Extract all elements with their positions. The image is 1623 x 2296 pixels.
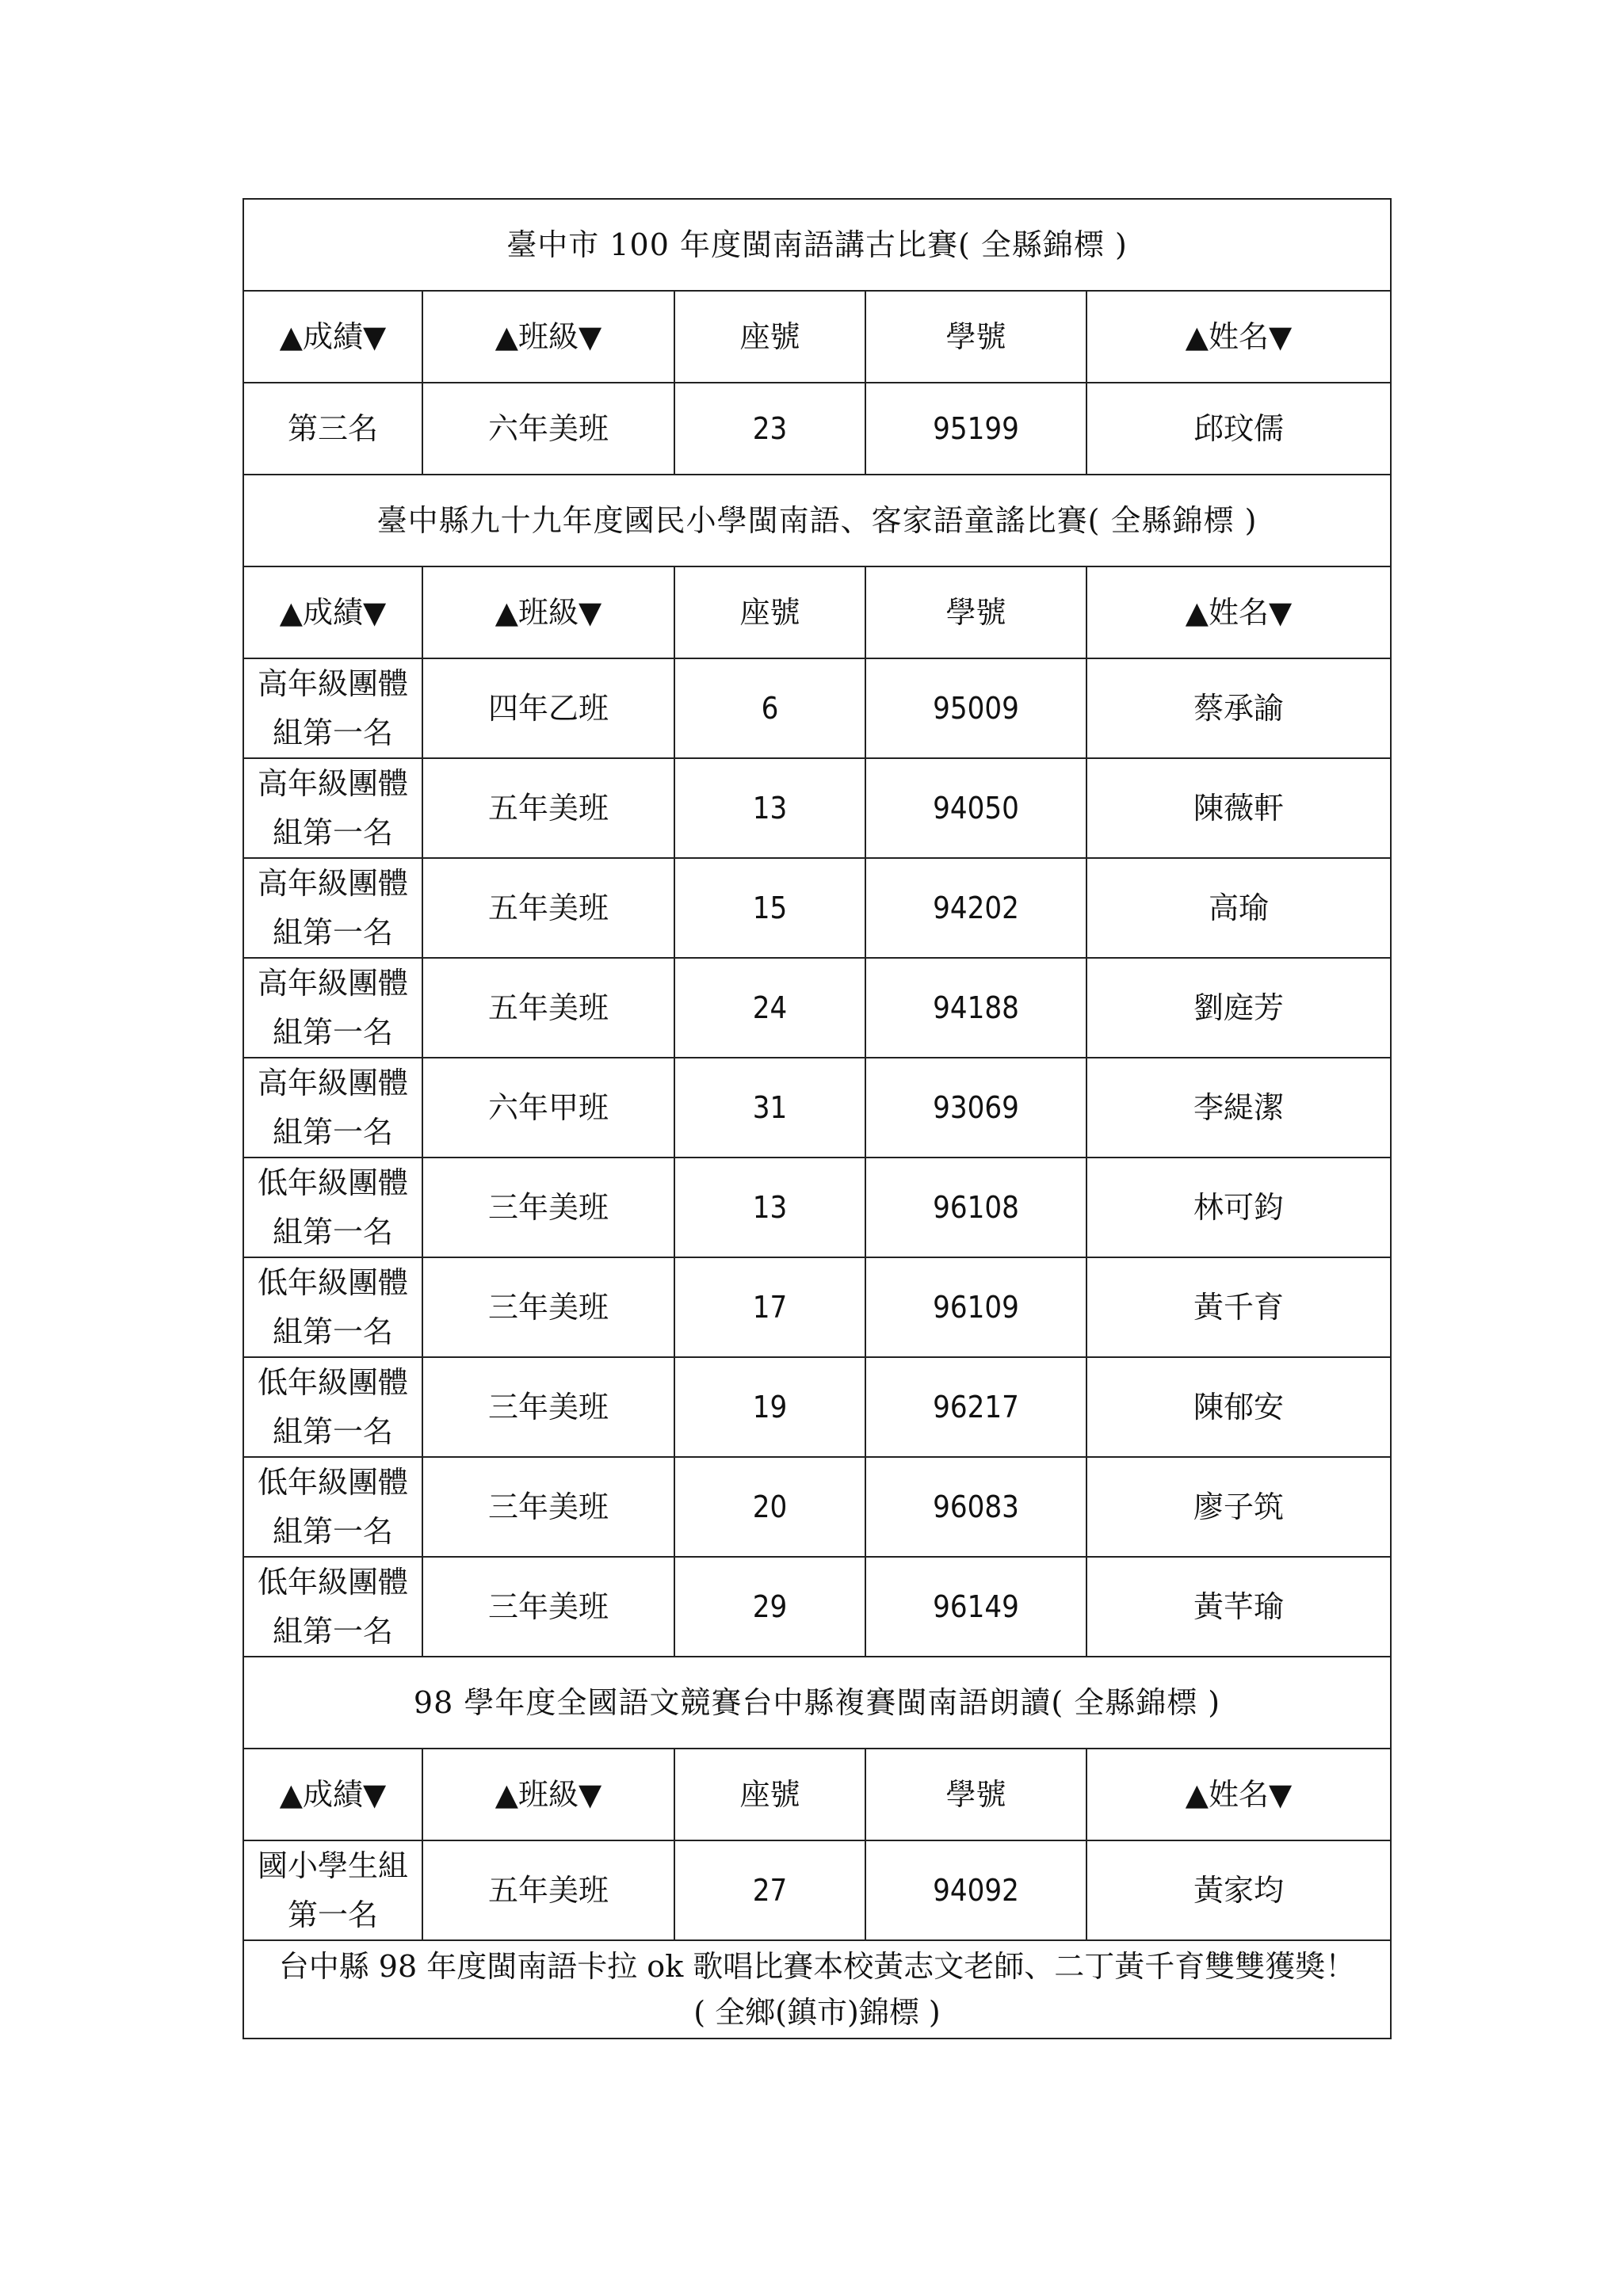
header-seat: 座號 [674,291,865,383]
cell-id: 96109 [865,1257,1086,1357]
cell-rank: 低年級團體組第一名 [243,1557,422,1657]
header-id: 學號 [865,566,1086,658]
section-title-row [243,199,1391,291]
cell-name: 黃家均 [1086,1840,1391,1940]
section-title-row [243,475,1391,566]
section-title: 臺中市 100 年度閩南語講古比賽( 全縣錦標 ) [243,199,1391,291]
header-class: ▲班級▼ [422,291,674,383]
cell-seat: 15 [674,858,865,958]
header-name: ▲姓名▼ [1086,566,1391,658]
table-row [243,658,1391,758]
cell-rank: 低年級團體組第一名 [243,1457,422,1557]
cell-name: 劉庭芳 [1086,958,1391,1058]
cell-rank: 高年級團體組第一名 [243,758,422,858]
cell-id: 96083 [865,1457,1086,1557]
cell-seat: 6 [674,658,865,758]
cell-class: 四年乙班 [422,658,674,758]
cell-id: 94092 [865,1840,1086,1940]
cell-name: 邱玟儒 [1086,383,1391,475]
cell-seat: 24 [674,958,865,1058]
header-rank: ▲成績▼ [243,566,422,658]
header-row [243,1749,1391,1840]
header-rank: ▲成績▼ [243,1749,422,1840]
cell-seat: 23 [674,383,865,475]
header-row [243,291,1391,383]
cell-rank: 國小學生組第一名 [243,1840,422,1940]
cell-class: 三年美班 [422,1457,674,1557]
table-row [243,958,1391,1058]
cell-class: 五年美班 [422,1840,674,1940]
cell-rank: 低年級團體組第一名 [243,1158,422,1257]
cell-rank: 高年級團體組第一名 [243,958,422,1058]
section-title: 臺中縣九十九年度國民小學閩南語、客家語童謠比賽( 全縣錦標 ) [243,475,1391,566]
awards-document [242,198,1390,2039]
cell-name: 陳郁安 [1086,1357,1391,1457]
cell-name: 林可鈞 [1086,1158,1391,1257]
header-name: ▲姓名▼ [1086,1749,1391,1840]
cell-id: 96149 [865,1557,1086,1657]
header-seat: 座號 [674,566,865,658]
cell-class: 五年美班 [422,758,674,858]
table-row [243,1257,1391,1357]
cell-class: 三年美班 [422,1557,674,1657]
cell-seat: 27 [674,1840,865,1940]
header-name: ▲姓名▼ [1086,291,1391,383]
table-row [243,1158,1391,1257]
cell-rank: 第三名 [243,383,422,475]
header-seat: 座號 [674,1749,865,1840]
cell-id: 94202 [865,858,1086,958]
cell-id: 93069 [865,1058,1086,1158]
cell-name: 蔡承諭 [1086,658,1391,758]
table-row [243,858,1391,958]
header-id: 學號 [865,1749,1086,1840]
cell-name: 高瑜 [1086,858,1391,958]
cell-rank: 高年級團體組第一名 [243,658,422,758]
header-class: ▲班級▼ [422,566,674,658]
cell-id: 96108 [865,1158,1086,1257]
table-row [243,1457,1391,1557]
cell-class: 六年美班 [422,383,674,475]
cell-id: 95009 [865,658,1086,758]
header-class: ▲班級▼ [422,1749,674,1840]
cell-seat: 13 [674,1158,865,1257]
cell-seat: 19 [674,1357,865,1457]
cell-name: 黃千育 [1086,1257,1391,1357]
cell-seat: 13 [674,758,865,858]
cell-seat: 20 [674,1457,865,1557]
awards-table [242,198,1392,2039]
cell-rank: 低年級團體組第一名 [243,1357,422,1457]
table-row [243,1557,1391,1657]
cell-rank: 低年級團體組第一名 [243,1257,422,1357]
cell-name: 廖子筑 [1086,1457,1391,1557]
section-title-row [243,1657,1391,1749]
cell-rank: 高年級團體組第一名 [243,858,422,958]
cell-class: 五年美班 [422,958,674,1058]
footer-row [243,1940,1391,2039]
footer-note [243,1940,1391,2039]
footer-line-2: ( 全鄉(鎮市)錦標 ) [693,1995,941,2030]
table-row [243,1058,1391,1158]
cell-seat: 31 [674,1058,865,1158]
table-row [243,1357,1391,1457]
cell-name: 陳薇軒 [1086,758,1391,858]
cell-seat: 17 [674,1257,865,1357]
footer-line-1: 台中縣 98 年度閩南語卡拉 ok 歌唱比賽本校黃志文老師、二丁黃千育雙雙獲獎！ [278,1949,1356,1984]
cell-rank: 高年級團體組第一名 [243,1058,422,1158]
table-row [243,1840,1391,1940]
cell-id: 94050 [865,758,1086,858]
cell-name: 李緹潔 [1086,1058,1391,1158]
cell-class: 三年美班 [422,1357,674,1457]
cell-id: 94188 [865,958,1086,1058]
cell-class: 五年美班 [422,858,674,958]
header-rank: ▲成績▼ [243,291,422,383]
table-row [243,758,1391,858]
cell-name: 黃芊瑜 [1086,1557,1391,1657]
section-title: 98 學年度全國語文競賽台中縣複賽閩南語朗讀( 全縣錦標 ) [243,1657,1391,1749]
cell-id: 95199 [865,383,1086,475]
cell-seat: 29 [674,1557,865,1657]
cell-class: 三年美班 [422,1257,674,1357]
header-row [243,566,1391,658]
cell-id: 96217 [865,1357,1086,1457]
table-row [243,383,1391,475]
header-id: 學號 [865,291,1086,383]
awards-table-body [243,199,1391,2039]
cell-class: 六年甲班 [422,1058,674,1158]
cell-class: 三年美班 [422,1158,674,1257]
